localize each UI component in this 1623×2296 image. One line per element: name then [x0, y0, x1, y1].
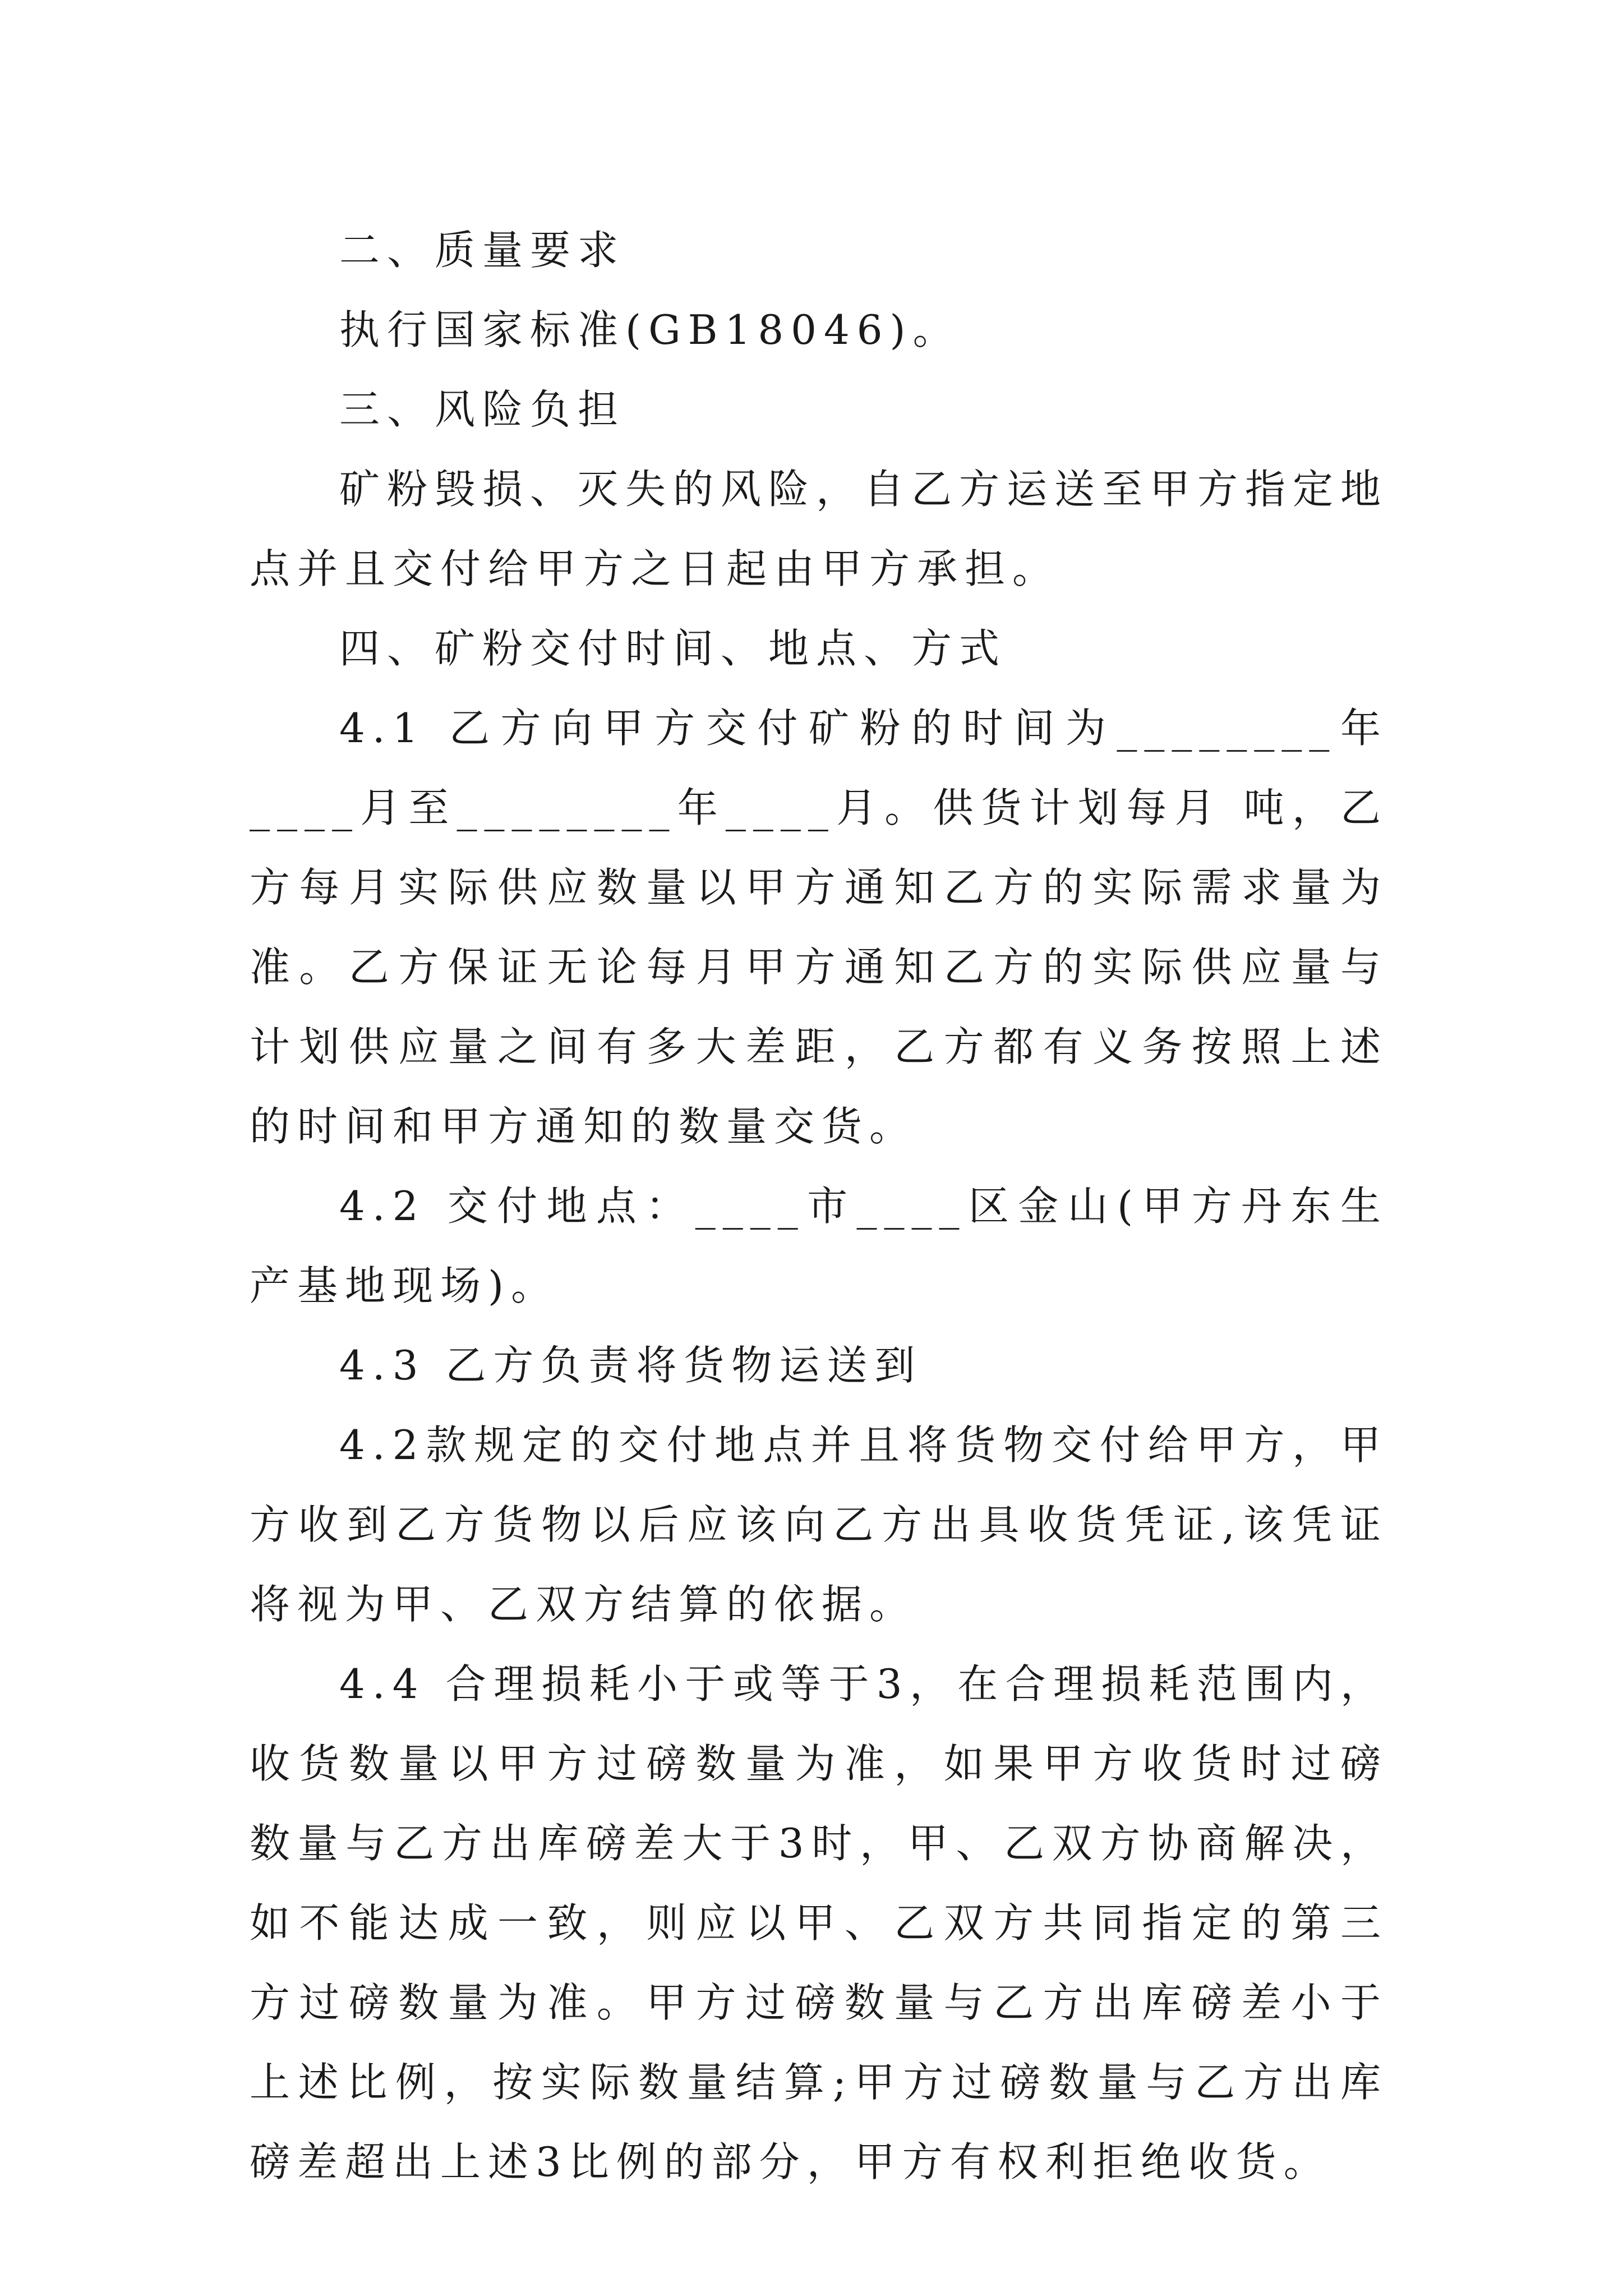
document-body — [250, 210, 1388, 2202]
paragraph-risk: 矿粉毁损、灭失的风险，自乙方运送至甲方指定地点并且交付给甲方之日起由甲方承担。 — [250, 466, 1389, 592]
section-heading-risk: 三、风险负担 — [339, 386, 626, 433]
section-heading-delivery: 四、矿粉交付时间、地点、方式 — [339, 625, 1007, 672]
section-heading-quality: 二、质量要求 — [339, 227, 626, 274]
clause-4-4: 4.4 合理损耗小于或等于3，在合理损耗范围内，收货数量以甲方过磅数量为准，如果甲方收货时过磅数量与乙方出库磅差大于3时，甲、乙双方协商解决，如不能达成一致，则应以甲、乙双方共同指定的第三方过磅数量为准。甲方过磅数量与乙方出库磅差小于上述比例，按实际数量结算;甲方过磅数量与乙方出库磅差超出上述3比例的部分，甲方有权利拒绝收货。 — [250, 1660, 1388, 2185]
clause-4-1: 4.1 乙方向甲方交付矿粉的时间为________年____月至________年____月。供货计划每月 吨，乙方每月实际供应数量以甲方通知乙方的实际需求量为准。乙方保证无论每月甲方通知乙方的实际供应量与计划供应量之间有多大差距，乙方都有义务按照上述的时间和甲方通知的数量交货。 — [250, 705, 1388, 1150]
clause-4-3-continued: 4.2款规定的交付地点并且将货物交付给甲方，甲方收到乙方货物以后应该向乙方出具收货凭证,该凭证将视为甲、乙双方结算的依据。 — [250, 1421, 1388, 1628]
clause-4-2: 4.2 交付地点：____市____区金山(甲方丹东生产基地现场)。 — [250, 1182, 1388, 1309]
paragraph-quality-standard: 执行国家标准(GB18046)。 — [339, 306, 961, 353]
clause-4-3: 4.3 乙方负责将货物运送到 — [339, 1342, 923, 1389]
